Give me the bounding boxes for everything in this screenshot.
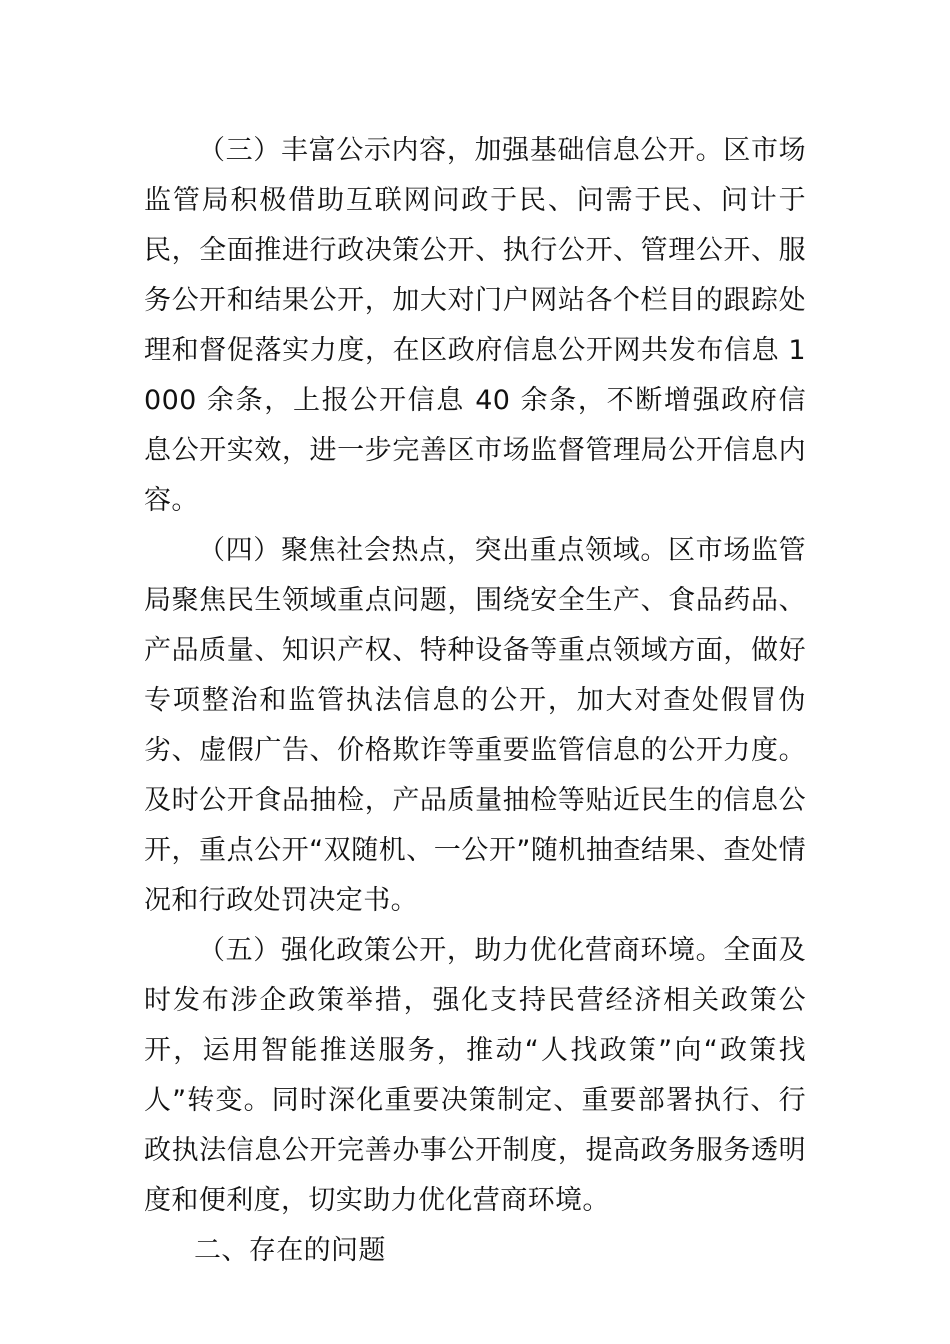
document-body bbox=[144, 126, 806, 1276]
section-heading: 二、存在的问题 bbox=[194, 1235, 386, 1266]
paragraph-hotspot-focus: （四）聚焦社会热点，突出重点领域。区市场监管局聚焦民生领域重点问题，围绕安全生产、食品药品、产品质量、知识产权、特种设备等重点领域方面，做好专项整治和监管执法信息的公开，加大对查处假冒伪劣、虚假广告、价格欺诈等重要监管信息的公开力度。及时公开食品抽检，产品质量抽检等贴近民生的信息公开，重点公开“双随机、一公开”随机抽查结果、查处情况和行政处罚决定书。 bbox=[144, 535, 806, 916]
paragraph-policy-disclosure: （五）强化政策公开，助力优化营商环境。全面及时发布涉企政策举措，强化支持民营经济相关政策公开，运用智能推送服务，推动“人找政策”向“政策找人”转变。同时深化重要决策制定、重要部署执行、行政执法信息公开完善办事公开制度，提高政务服务透明度和便利度，切实助力优化营商环境。 bbox=[144, 935, 806, 1216]
paragraph-open-content: （三）丰富公示内容，加强基础信息公开。区市场监管局积极借助互联网问政于民、问需于民、问计于民，全面推进行政决策公开、执行公开、管理公开、服务公开和结果公开，加大对门户网站各个栏目的跟踪处理和督促落实力度，在区政府信息公开网共发布信息 1000 余条，上报公开信息 40 余条，不断增强政府信息公开实效，进一步完善区市场监督管理局公开信息内容。 bbox=[144, 135, 806, 516]
